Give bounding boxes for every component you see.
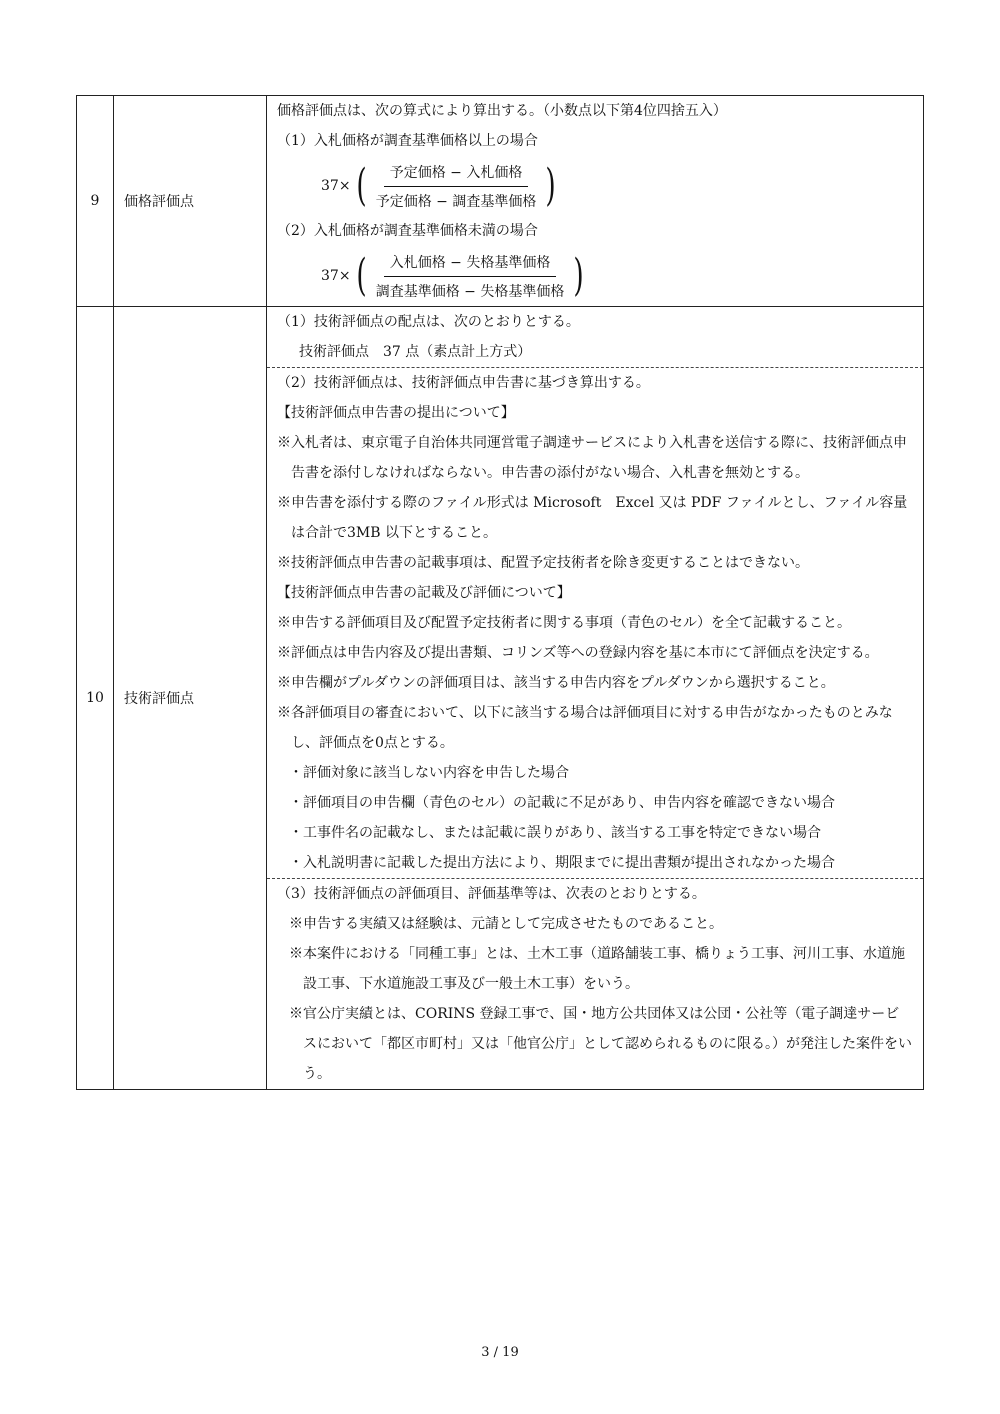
section-3 [267, 878, 923, 1089]
fraction [370, 252, 571, 301]
row-body [267, 96, 924, 307]
page-number: 3 / 19 [481, 1345, 519, 1360]
row-number: 9 [77, 96, 114, 307]
note: ※官公庁実績とは、CORINS 登録工事で、国・地方公共団体又は公団・公社等（電子調達サービスにおいて「都区市町村」又は「他官公庁」として認められるものに限る。）が発注した案件をいう。 [289, 1006, 912, 1082]
note: ※申告書を添付する際のファイル形式は Microsoft Excel 又は PDF ファイルとし、ファイル容量は合計で3MB 以下とすること。 [277, 495, 908, 541]
formula-coefficient: 37× [321, 178, 351, 194]
note: ※技術評価点申告書の記載事項は、配置予定技術者を除き変更することはできない。 [277, 555, 809, 571]
section-2-heading: 【技術評価点申告書の記載及び評価について】 [277, 585, 571, 601]
section-2 [267, 367, 923, 878]
bullet-item: ・評価項目の申告欄（青色のセル）の記載に不足があり、申告内容を確認できない場合 [289, 795, 835, 811]
note: ※申告欄がプルダウンの評価項目は、該当する申告内容をプルダウンから選択すること。 [277, 675, 835, 691]
left-paren-icon: ( [355, 160, 367, 211]
numerator: 予定価格 − 入札価格 [384, 162, 529, 187]
row-item: 価格評価点 [114, 96, 267, 307]
section-1-points: 技術評価点 37 点（素点計上方式） [299, 344, 532, 360]
row-body [267, 307, 924, 1090]
section-1-line: （1）技術評価点の配点は、次のとおりとする。 [277, 314, 580, 330]
fraction [370, 162, 543, 211]
price-case-1: （1）入札価格が調査基準価格以上の場合 [277, 133, 538, 149]
formula-2 [267, 246, 923, 306]
section-1 [267, 307, 923, 367]
note: ※入札者は、東京電子自治体共同運営電子調達サービスにより入札書を送信する際に、技術評価点申告書を添付しなければならない。申告書の添付がない場合、入札書を無効とする。 [277, 435, 907, 481]
row-number: 10 [77, 307, 114, 1090]
evaluation-table [76, 95, 924, 1090]
left-paren-icon: ( [355, 250, 367, 301]
section-3-line: （3）技術評価点の評価項目、評価基準等は、次表のとおりとする。 [277, 886, 706, 902]
note: ※申告する実績又は経験は、元請として完成させたものであること。 [289, 916, 723, 932]
note: ※評価点は申告内容及び提出書類、コリンズ等への登録内容を基に本市にて評価点を決定する。 [277, 645, 879, 661]
bullet-item: ・工事件名の記載なし、または記載に誤りがあり、該当する工事を特定できない場合 [289, 825, 821, 841]
bullet-item: ・評価対象に該当しない内容を申告した場合 [289, 765, 569, 781]
denominator: 予定価格 − 調査基準価格 [375, 193, 537, 210]
section-2-line: （2）技術評価点は、技術評価点申告書に基づき算出する。 [277, 375, 650, 391]
table-row [77, 96, 924, 307]
denominator: 調査基準価格 − 失格基準価格 [375, 283, 565, 300]
note: ※本案件における「同種工事」とは、土木工事（道路舗装工事、橋りょう工事、河川工事、水道施設工事、下水道施設工事及び一般土木工事）をいう。 [289, 946, 905, 992]
formula-coefficient: 37× [321, 268, 351, 284]
note: ※各評価項目の審査において、以下に該当する場合は評価項目に対する申告がなかったものとみなし、評価点を0点とする。 [277, 705, 893, 751]
price-intro: 価格評価点は、次の算式により算出する。（小数点以下第4位四捨五入） [277, 103, 727, 119]
formula-1 [267, 156, 923, 216]
row-item: 技術評価点 [114, 307, 267, 1090]
numerator: 入札価格 − 失格基準価格 [384, 252, 557, 277]
bullet-item: ・入札説明書に記載した提出方法により、期限までに提出書類が提出されなかった場合 [289, 855, 835, 871]
note: ※申告する評価項目及び配置予定技術者に関する事項（青色のセル）を全て記載すること。 [277, 615, 851, 631]
price-case-2: （2）入札価格が調査基準価格未満の場合 [277, 223, 538, 239]
section-2-heading: 【技術評価点申告書の提出について】 [277, 405, 515, 421]
table-row [77, 307, 924, 1090]
right-paren-icon: ) [545, 160, 557, 211]
right-paren-icon: ) [573, 250, 585, 301]
